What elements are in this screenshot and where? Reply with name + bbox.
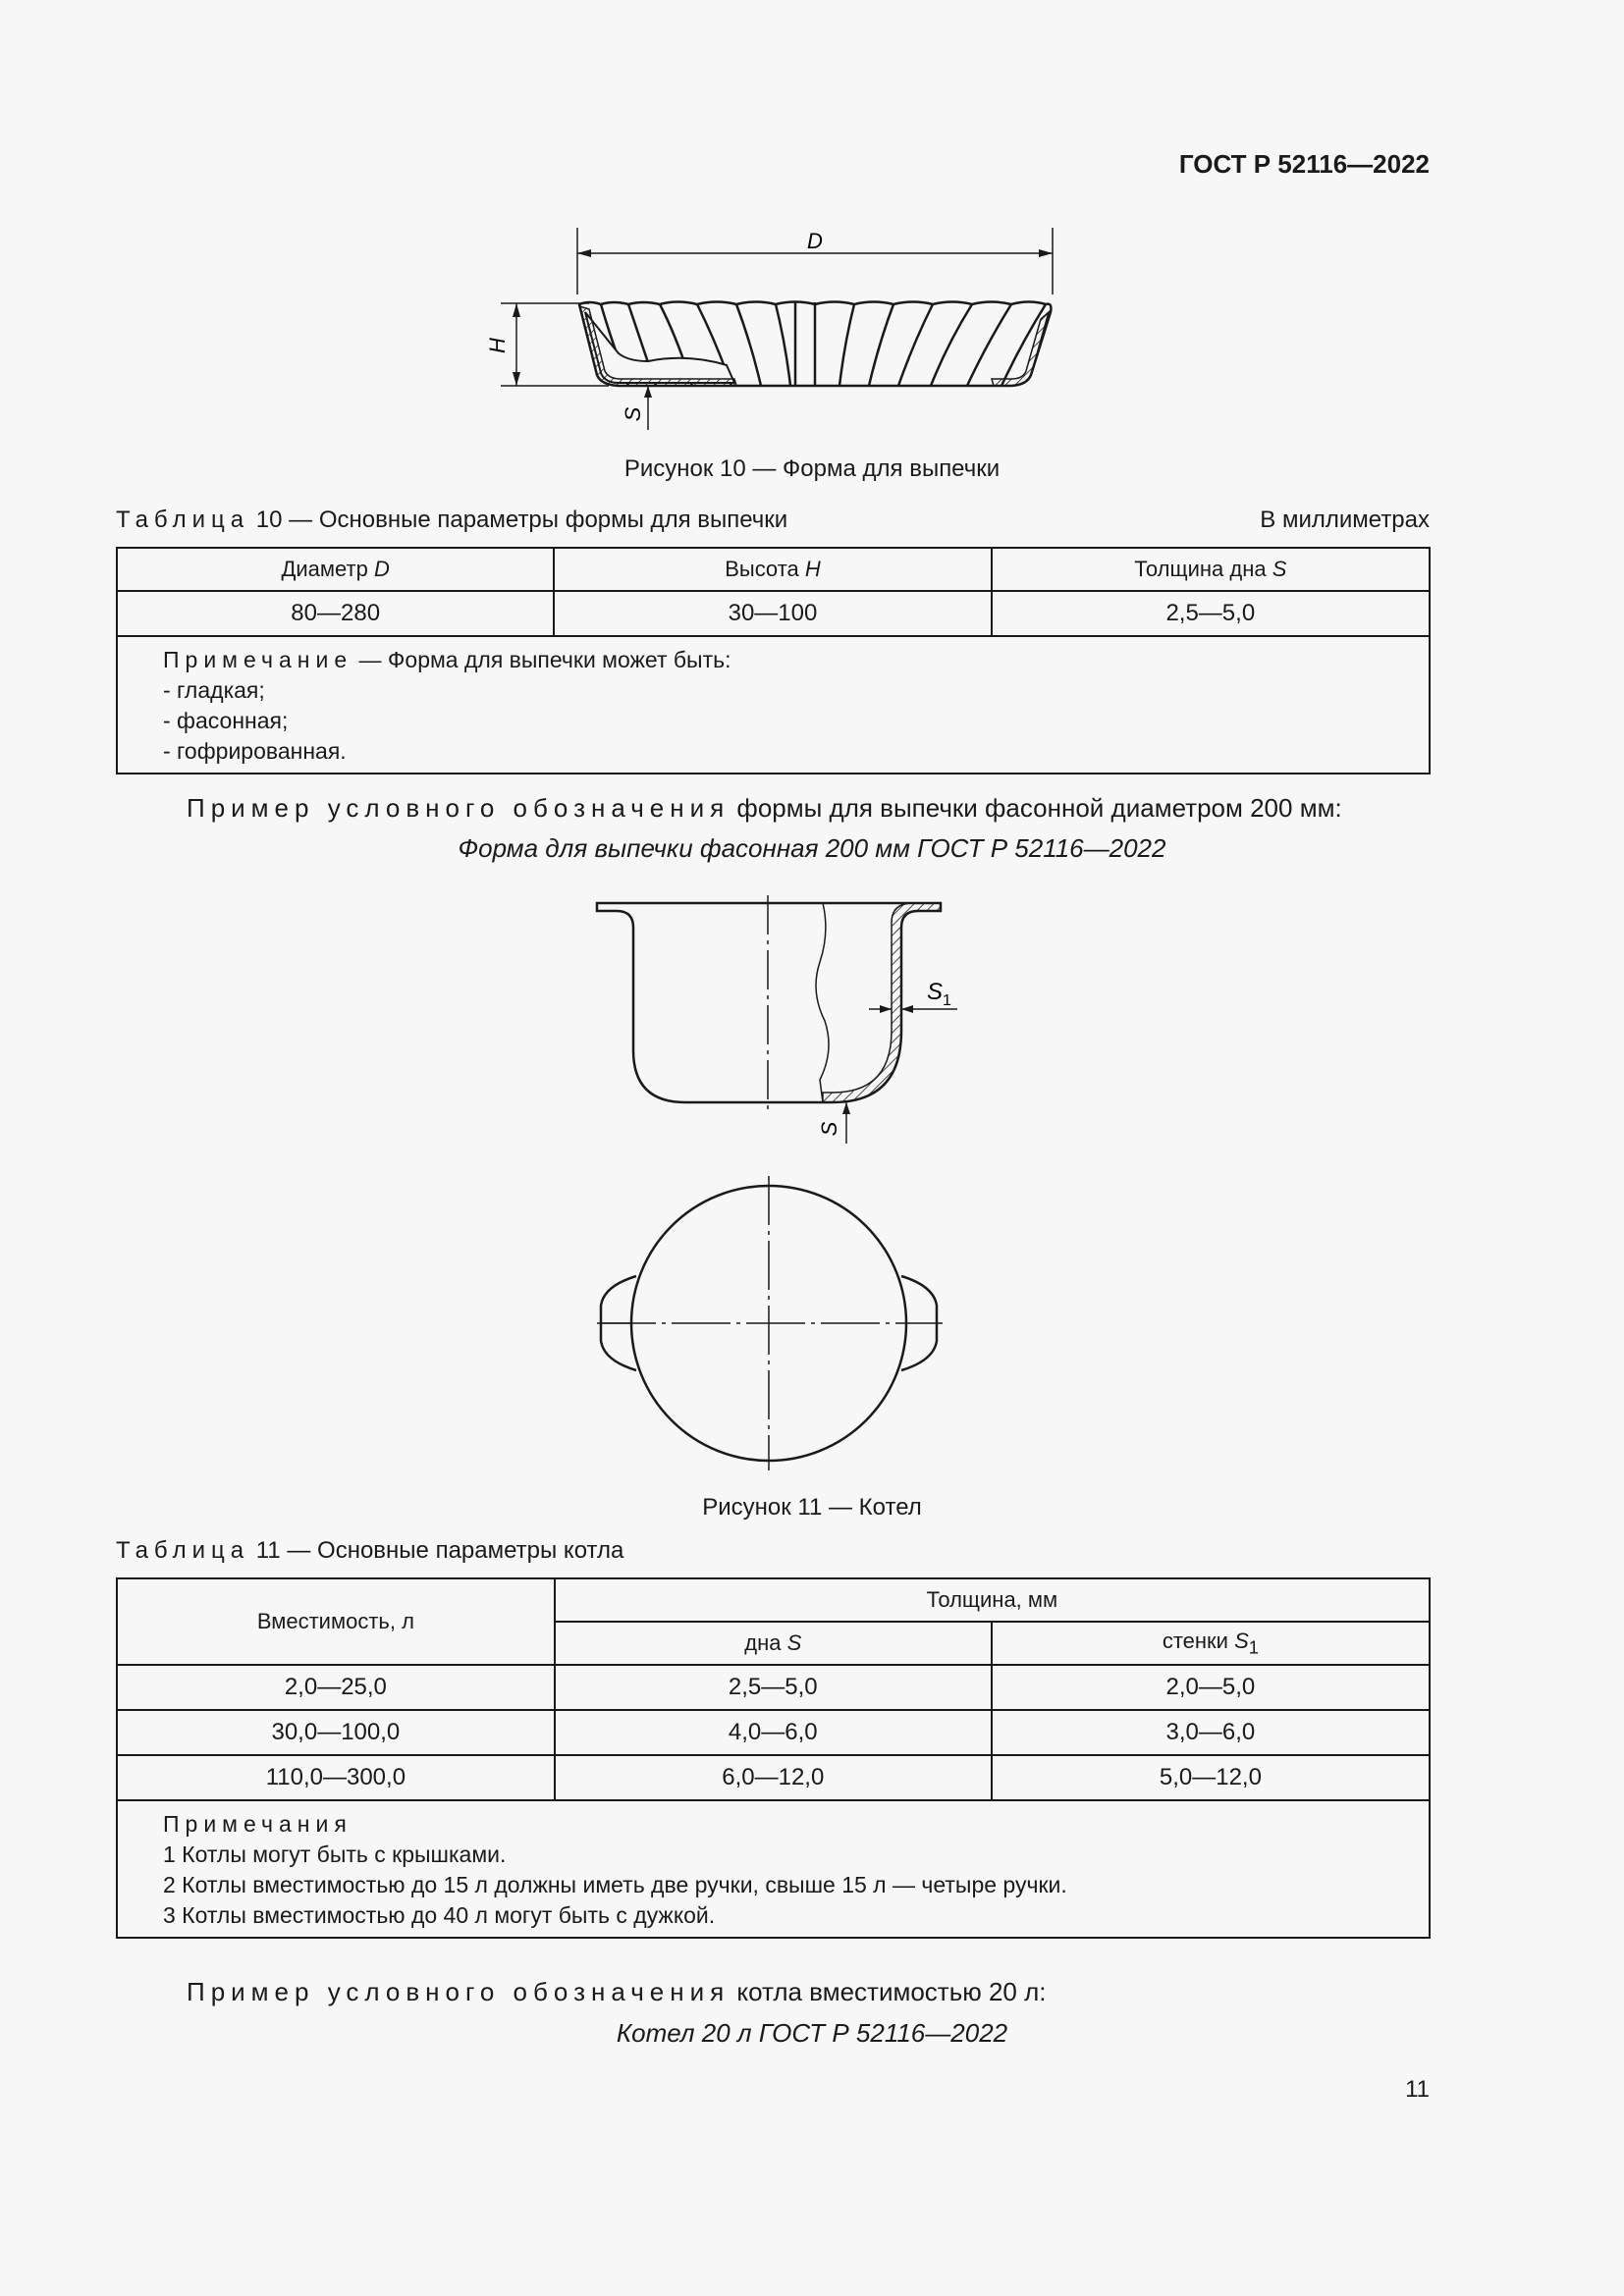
dim-h-label: H — [485, 338, 510, 353]
table-11 — [116, 1577, 1431, 1939]
figure-10-baking-form — [471, 216, 1080, 442]
note-item: - фасонная; — [163, 708, 289, 733]
dim-s-label: S — [621, 406, 645, 422]
table-10-cell-diameter: 80—280 — [117, 591, 554, 636]
table-11-cell: 3,0—6,0 — [992, 1710, 1430, 1755]
table-11-cell: 2,5—5,0 — [555, 1665, 992, 1710]
notes-label: Примечания — [163, 1811, 352, 1837]
figure-11-boiler-section — [579, 883, 992, 1168]
note-item: 1 Котлы могут быть с крышками. — [163, 1842, 507, 1867]
table-11-notes — [117, 1800, 1430, 1938]
table-10-title: 10 — Основные параметры формы для выпечки — [255, 507, 788, 533]
table-11-header-wall: стенки $S_1$ — [992, 1622, 1430, 1665]
table-10-cell-height: 30—100 — [554, 591, 991, 636]
table-row — [117, 1755, 1430, 1800]
table-row — [117, 591, 1430, 636]
table-10-header-diameter: Диаметр D — [117, 548, 554, 591]
example-11-designation: Котел 20 л ГОСТ Р 52116—2022 — [616, 2018, 1008, 2048]
table-11-cell: 110,0—300,0 — [117, 1755, 555, 1800]
table-11-header-capacity: Вместимость, л — [117, 1578, 555, 1665]
figure-11-caption: Рисунок 11 — Котел — [702, 1494, 922, 1521]
table-11-label: Таблица — [116, 1537, 250, 1564]
table-11-cell: 4,0—6,0 — [555, 1710, 992, 1755]
note-text: — Форма для выпечки может быть: — [352, 647, 731, 672]
table-11-header-bottom: дна S — [555, 1622, 992, 1665]
table-10 — [116, 547, 1431, 774]
table-10-header-height: Высота H — [554, 548, 991, 591]
table-11-header-thickness: Толщина, мм — [555, 1578, 1430, 1622]
table-11-cell: 2,0—25,0 — [117, 1665, 555, 1710]
table-10-units: В миллиметрах — [1260, 507, 1430, 533]
dim-s1-label: $S_1$ — [927, 979, 951, 1009]
table-10-note — [117, 636, 1430, 774]
table-11-cell: 5,0—12,0 — [992, 1755, 1430, 1800]
dim-s-label: S — [817, 1121, 841, 1137]
note-item: 2 Котлы вместимостью до 15 л должны иметь две ручки, свыше 15 л — четыре ручки. — [163, 1872, 1067, 1897]
standard-designation: ГОСТ Р 52116—2022 — [1178, 149, 1430, 179]
example-text: котла вместимостью 20 л: — [730, 1977, 1047, 2006]
figure-11-boiler-top-view — [589, 1168, 962, 1482]
table-11-cell: 30,0—100,0 — [117, 1710, 555, 1755]
table-11-caption — [116, 1537, 623, 1565]
table-11-cell: 6,0—12,0 — [555, 1755, 992, 1800]
dim-d-label: D — [807, 229, 823, 253]
example-11 — [187, 1977, 1047, 2007]
page-number: 11 — [1405, 2076, 1430, 2103]
example-text: формы для выпечки фасонной диаметром 200 мм: — [730, 793, 1342, 823]
table-row — [117, 1710, 1430, 1755]
example-label: Пример условного обозначения — [187, 793, 731, 823]
example-10 — [187, 793, 1342, 824]
note-item: - гофрированная. — [163, 738, 347, 764]
table-10-label: Таблица — [116, 507, 250, 533]
example-label: Пример условного обозначения — [187, 1977, 731, 2006]
example-10-designation: Форма для выпечки фасонная 200 мм ГОСТ Р 52116—2022 — [458, 833, 1166, 863]
table-10-caption — [116, 507, 787, 534]
note-item: - гладкая; — [163, 677, 265, 703]
figure-10-caption: Рисунок 10 — Форма для выпечки — [623, 455, 1001, 482]
table-row — [117, 1665, 1430, 1710]
table-10-cell-thickness: 2,5—5,0 — [992, 591, 1430, 636]
note-item: 3 Котлы вместимостью до 40 л могут быть с дужкой. — [163, 1902, 716, 1928]
table-11-title: 11 — Основные параметры котла — [255, 1537, 624, 1564]
note-label: Примечание — [163, 647, 353, 672]
table-10-header-thickness: Толщина дна S — [992, 548, 1430, 591]
table-11-cell: 2,0—5,0 — [992, 1665, 1430, 1710]
